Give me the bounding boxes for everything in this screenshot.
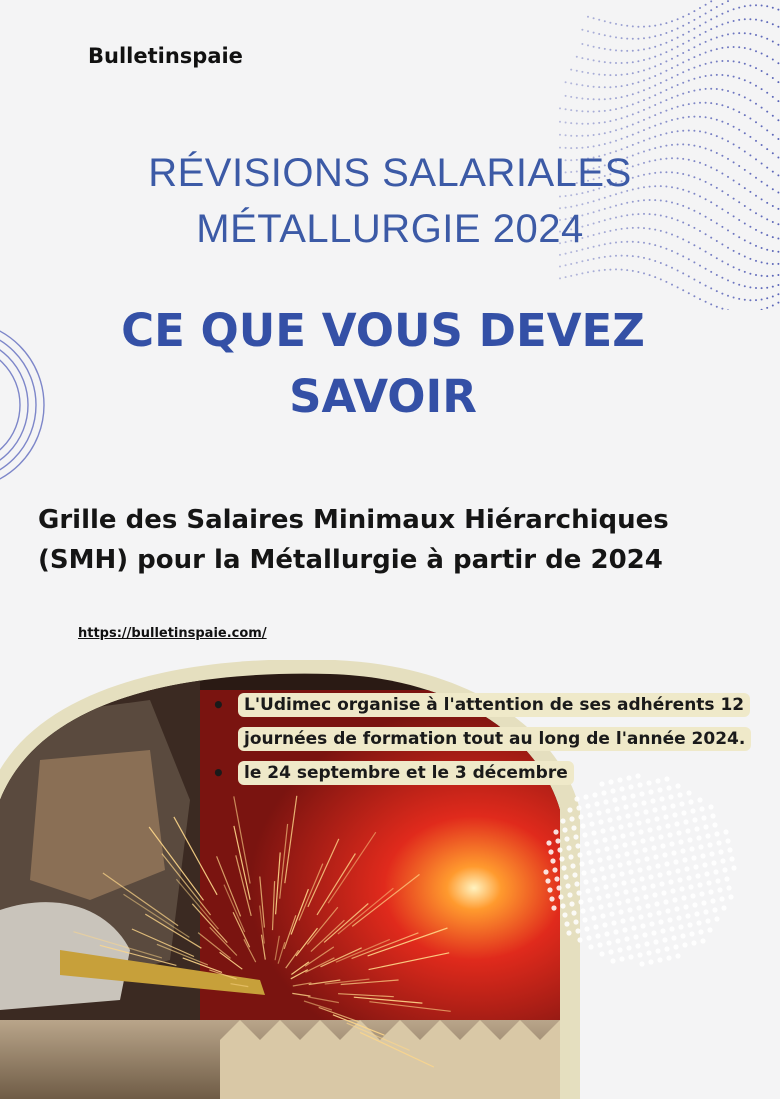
list-item (218, 688, 778, 756)
intro-line: (SMH) pour la Métallurgie à partir de 2024 (38, 545, 663, 575)
list-item (218, 756, 778, 790)
intro-line: Grille des Salaires Minimaux Hiérarchiques (38, 505, 669, 535)
subtitle-line: MÉTALLURGIE 2024 (196, 207, 584, 251)
intro-heading (38, 500, 758, 580)
subtitle (0, 145, 780, 257)
info-bullet-list (218, 688, 778, 790)
brand-name: Bulletinspaie (88, 44, 243, 68)
bullet-text: journées de formation tout au long de l'année 2024. (244, 729, 746, 749)
headline-line: SAVOIR (289, 370, 477, 423)
bullet-text: L'Udimec organise à l'attention de ses adhérents 12 (244, 695, 745, 715)
page-title (0, 298, 766, 430)
website-link[interactable]: https://bulletinspaie.com/ (78, 626, 267, 641)
bullet-text: le 24 septembre et le 3 décembre (244, 763, 568, 783)
headline-line: CE QUE VOUS DEVEZ (121, 304, 645, 357)
subtitle-line: RÉVISIONS SALARIALES (148, 151, 632, 195)
white-circle-decoration (540, 770, 740, 970)
